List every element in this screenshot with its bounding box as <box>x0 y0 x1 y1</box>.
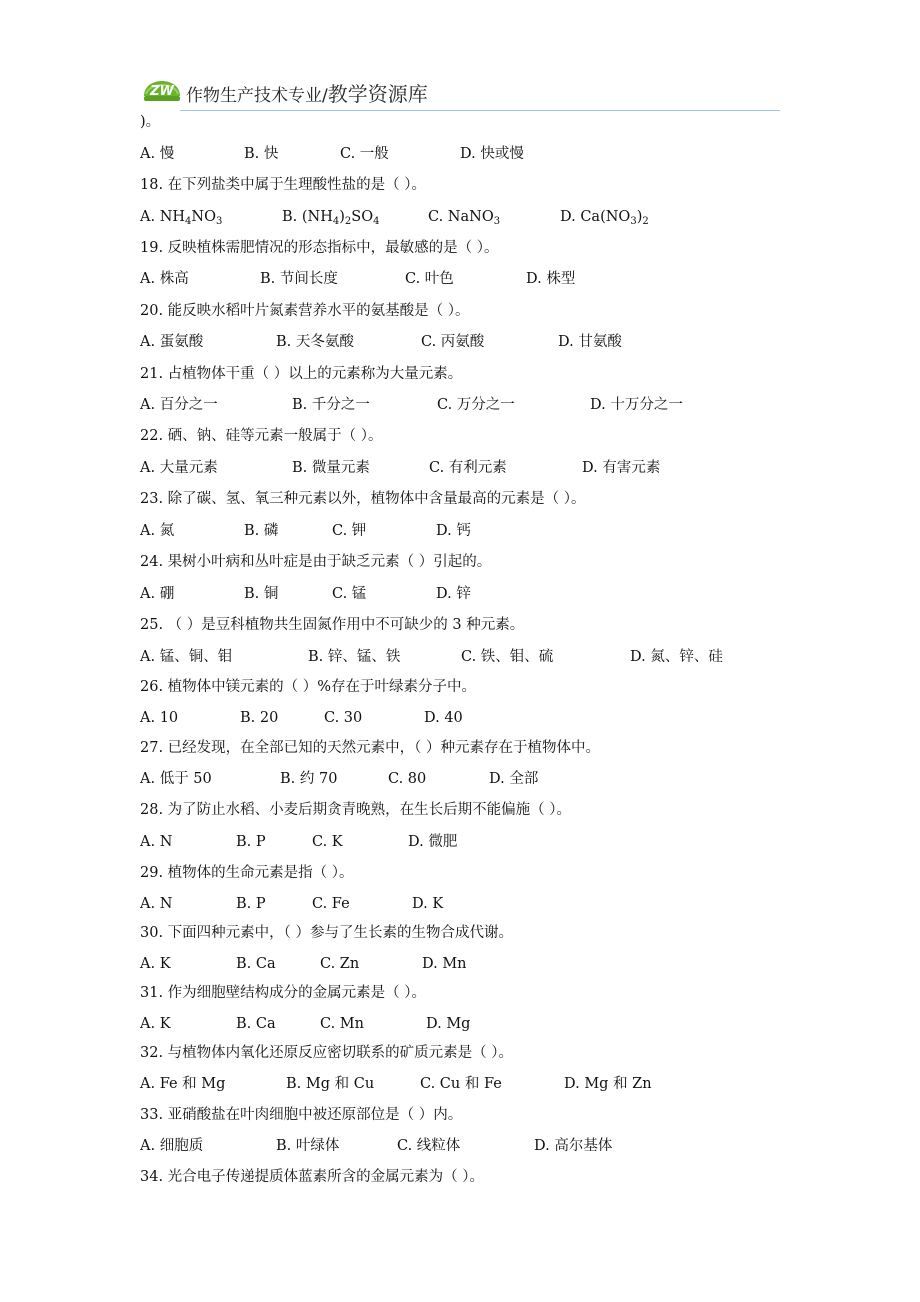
q19-option-b: B. 节间长度 <box>260 271 338 287</box>
q25-stem: 25. （ ）是豆科植物共生固氮作用中不可缺少的 3 种元素。 <box>140 617 525 633</box>
q20-stem: 20. 能反映水稻叶片氮素营养水平的氨基酸是（ ）。 <box>140 303 470 319</box>
q21-option-b: B. 千分之一 <box>292 397 370 413</box>
q24-option-a: A. 硼 <box>140 586 175 602</box>
page-header <box>140 66 780 114</box>
q32-option-a: A. Fe 和 Mg <box>140 1076 226 1092</box>
q27-stem: 27. 已经发现，在全部已知的天然元素中，（ ）种元素存在于植物体中。 <box>140 740 601 756</box>
q17-option-a: A. 慢 <box>140 146 175 162</box>
q31-option-d: D. Mg <box>426 1016 471 1032</box>
q26-options <box>140 708 780 728</box>
q22-option-a: A. 大量元素 <box>140 460 218 476</box>
q19-stem: 19. 反映植株需肥情况的形态指标中，最敏感的是（ ）。 <box>140 240 499 256</box>
q25-option-b: B. 锌、锰、铁 <box>308 649 401 665</box>
q21-option-d: D. 十万分之一 <box>590 397 683 413</box>
header-divider <box>180 110 780 111</box>
q30-option-a: A. K <box>140 956 171 972</box>
q29-option-d: D. K <box>412 896 444 912</box>
q29-option-a: A. N <box>140 896 173 912</box>
q32-option-c: C. Cu 和 Fe <box>420 1076 502 1092</box>
q33-option-a: A. 细胞质 <box>140 1138 204 1154</box>
q27-option-d: D. 全部 <box>489 771 539 787</box>
q22-options <box>140 458 780 478</box>
q33-option-c: C. 线粒体 <box>397 1138 461 1154</box>
q33-stem: 33. 亚硝酸盐在叶肉细胞中被还原部位是（ ）内。 <box>140 1107 463 1123</box>
q27-options <box>140 769 780 789</box>
q28-option-a: A. N <box>140 834 173 850</box>
q25-options <box>140 647 780 667</box>
q23-stem: 23. 除了碳、氢、氧三种元素以外，植物体中含量最高的元素是（ ）。 <box>140 491 586 507</box>
q20-option-b: B. 天冬氨酸 <box>276 334 354 350</box>
q34-stem: 34. 光合电子传递提质体蓝素所含的金属元素为（ ）。 <box>140 1169 485 1185</box>
q33-options <box>140 1136 780 1156</box>
q24-stem: 24. 果树小叶病和丛叶症是由于缺乏元素（ ）引起的。 <box>140 554 492 570</box>
q24-option-d: D. 锌 <box>436 586 471 602</box>
q19-option-d: D. 株型 <box>526 271 576 287</box>
q18-option-c: C. NaNO$_3$ <box>428 209 501 227</box>
q19-option-a: A. 株高 <box>140 271 189 287</box>
q32-option-d: D. Mg 和 Zn <box>564 1076 652 1092</box>
header-slash: / <box>322 86 328 106</box>
q26-option-c: C. 30 <box>324 710 363 726</box>
q18-option-d: D. $Ca(NO_3)_2$ <box>560 209 649 227</box>
q22-option-c: C. 有利元素 <box>429 460 507 476</box>
q25-option-a: A. 锰、铜、钼 <box>140 649 233 665</box>
carry-over-text: )。 <box>140 114 161 130</box>
q33-option-d: D. 高尔基体 <box>534 1138 613 1154</box>
q22-stem: 22. 硒、钠、硅等元素一般属于（ ）。 <box>140 428 383 444</box>
q17-option-b: B. 快 <box>244 146 279 162</box>
q19-option-c: C. 叶色 <box>405 271 454 287</box>
q18-stem: 18. 在下列盐类中属于生理酸性盐的是（ ）。 <box>140 177 427 193</box>
q32-option-b: B. Mg 和 Cu <box>286 1076 375 1092</box>
q27-option-c: C. 80 <box>388 771 427 787</box>
q20-option-d: D. 甘氨酸 <box>558 334 622 350</box>
q25-option-d: D. 氮、锌、硅 <box>630 649 723 665</box>
q23-option-c: C. 钾 <box>332 523 367 539</box>
q21-option-c: C. 万分之一 <box>437 397 515 413</box>
q19-options <box>140 269 780 289</box>
q17-option-c: C. 一般 <box>340 146 389 162</box>
q26-option-a: A. 10 <box>140 710 179 726</box>
q24-options <box>140 584 780 604</box>
q25-option-c: C. 铁、钼、硫 <box>461 649 554 665</box>
q28-stem: 28. 为了防止水稻、小麦后期贪青晚熟，在生长后期不能偏施（ ）。 <box>140 802 572 818</box>
q29-option-b: B. P <box>236 896 266 912</box>
q26-stem: 26. 植物体中镁元素的（ ）%存在于叶绿素分子中。 <box>140 679 477 695</box>
q23-option-a: A. 氮 <box>140 523 175 539</box>
zw-logo-icon <box>140 66 184 106</box>
q18-options <box>140 207 780 227</box>
q26-option-b: B. 20 <box>240 710 279 726</box>
q30-option-d: D. Mn <box>422 956 467 972</box>
q27-option-a: A. 低于 50 <box>140 771 212 787</box>
q20-option-c: C. 丙氨酸 <box>421 334 485 350</box>
q28-options <box>140 832 780 852</box>
header-title <box>186 78 428 107</box>
q17-options <box>140 144 780 164</box>
q26-option-d: D. 40 <box>424 710 463 726</box>
q29-stem: 29. 植物体的生命元素是指（ ）。 <box>140 865 354 881</box>
q23-options <box>140 521 780 541</box>
q27-option-b: B. 约 70 <box>280 771 338 787</box>
q30-stem: 30. 下面四种元素中，（ ）参与了生长素的生物合成代谢。 <box>140 925 514 941</box>
q30-option-c: C. Zn <box>320 956 360 972</box>
q23-option-b: B. 磷 <box>244 523 279 539</box>
q31-option-a: A. K <box>140 1016 171 1032</box>
q30-option-b: B. Ca <box>236 956 276 972</box>
q23-option-d: D. 钙 <box>436 523 471 539</box>
q24-option-c: C. 锰 <box>332 586 367 602</box>
q31-options <box>140 1014 780 1034</box>
q22-option-d: D. 有害元素 <box>582 460 661 476</box>
q24-option-b: B. 铜 <box>244 586 279 602</box>
q20-options <box>140 332 780 352</box>
q33-option-b: B. 叶绿体 <box>276 1138 340 1154</box>
q21-option-a: A. 百分之一 <box>140 397 218 413</box>
q20-option-a: A. 蛋氨酸 <box>140 334 204 350</box>
q21-options <box>140 395 780 415</box>
q31-stem: 31. 作为细胞壁结构成分的金属元素是（ ）。 <box>140 985 427 1001</box>
q28-option-c: C. K <box>312 834 343 850</box>
header-library: 教学资源库 <box>327 82 428 106</box>
q17-option-d: D. 快或慢 <box>460 146 524 162</box>
q32-options <box>140 1074 780 1094</box>
q18-option-a: A. $NH_4NO_3$ <box>140 209 223 227</box>
q21-stem: 21. 占植物体干重（ ）以上的元素称为大量元素。 <box>140 366 463 382</box>
q18-option-b: B. $(NH_4)_2SO_4$ <box>282 209 380 227</box>
q31-option-b: B. Ca <box>236 1016 276 1032</box>
logo-text: ZW <box>150 84 174 99</box>
q22-option-b: B. 微量元素 <box>292 460 370 476</box>
q31-option-c: C. Mn <box>320 1016 364 1032</box>
q28-option-b: B. P <box>236 834 266 850</box>
header-major: 作物生产技术专业 <box>186 86 322 106</box>
q29-options <box>140 894 780 914</box>
q29-option-c: C. Fe <box>312 896 350 912</box>
q28-option-d: D. 微肥 <box>408 834 458 850</box>
q30-options <box>140 954 780 974</box>
q32-stem: 32. 与植物体内氧化还原反应密切联系的矿质元素是（ ）。 <box>140 1045 514 1061</box>
